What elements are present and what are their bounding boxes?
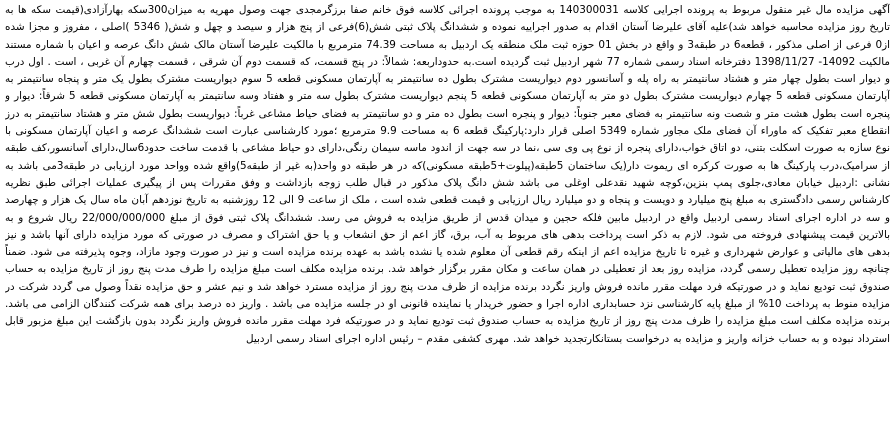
auction-notice-text: آگهی مزایده مال غیر منقول مربوط به پرونده اجرایی کلاسه 140300031 به موجب پرونده اجرائی کلاسه فوق خانم صفا برزگرمجدی جهت وصول مهریه به میزان300سکه بهارآزادی(قیمت سکه ها به تاریخ روز مزایده محاسبه خواهد شد)علیه آقای علیرضا آستان اقدام به صدور اجراییه نموده و ششدانگ پلاک ثبتی شش(6)فرعی از پنج هزار و سیصد و چهل و شش( 5346 )اصلی ، مفروز و مجزا شده از0 فرعی از اصلی مذکور ، قطعه6 در طبقه3 و واقع در بخش 01 حوزه ثبت ملک منطقه یک اردبیل به مساحت 74.39 مترمربع با مالکیت علیرضا آستان مالک شش دانگ عرصه و اعیان با شماره مستند مالکیت 14092- 1398/11/27 دفترخانه اسناد رسمی شماره 77 شهر اردبیل ثبت گردیده است.به حدوداربعه: شمالاً: در پنج قسمت، که قسمت دوم آن شرقی ، قسمت چهارم آن غربی ، است . اول درب و دیوار است بطول چهار متر و هشتاد سانتیمتر به راه پله و آسانسور دوم دیواریست مشترک بطول ده سانتیمتر به آپارتمان مسکونی قطعه 5 سوم دیواریست مشترک بطول یک متر و پنجاه سانتیمتر به آپارتمان مسکونی قطعه 5 چهارم دیواریست مشترک بطول دو متر به آپارتمان مسکونی قطعه 5 پنجم دیواریست مشترک بطول سه متر و هفتاد وسه سانتیمتر به آپارتمان مسکونی قطعه 5 شرقاً: دیوار و پنجره است بطول هشت متر و شصت ونه سانتیمتر به فضای معبر جنوباً: دیوار و پنجره است بطول ده متر و دو سانتیمتر به فضای حیاط مشاعی غرباً: دیواریست بطول شش متر و هشتاد سانتیمتر به درز انقطاع معبر تفکیک که ماوراء آن فضای ملک مجاور شماره 5349 اصلی قرار دارد:پارکینگ قطعه 6 به مساحت 9.9 مترمربع ؛مورد کارشناسی عبارت است ششدانگ عرصه و اعیان آپارتمان مسکونی با نوع سازه به صورت اسکلت بتنی، دو اتاق خواب،دارای پنجره از نوع پی وی سی ،نما در سه جهت از اندود ماسه سیمان رنگی،دارای دو حیاط مشاعی با قدمت ساخت حدود6سال،دارای آسانسور،کف طبقه از سرامیک،درب پارکینگ ها به صورت کرکره ای ریموت دار(یک ساختمان 5طبقه(پیلوت+5طبقه مسکونی)که در هر طبقه دو واحد(به غیر از طبقه5)واقع شده وواحد مورد ارزیابی در طبقه3می باشد به نشانی :اردبیل خیابان معادی،جلوی پمپ بنزین،کوچه شهید نقدعلی اوغلی می باشد شش دانگ پلاک مذکور در قبال طلب زوجه بازداشت و وفق مقررات پس از پیگیری عملیات اجرائی طبق نظریه کارشناس رسمی دادگستری به مبلغ پنج میلیارد و دویست و پنجاه و دو میلیارد ریال ارزیابی و قیمت قطعی شده است ، ملک از ساعت 9 الی 12 روزشنبه به تاریخ نوزدهم آبان ماه سال یک هزار و چهارصد و سه در اداره اجرای اسناد رسمی اردبیل واقع در اردبیل مابین فلکه حجین و میدان قدس از طریق مزایده به فروش می رسد. ششدانگ پلاک ثبتی فوق از مبلغ 22/000/000/000 ریال شروع و به بالاترین قیمت پیشنهادی فروخته می شود. لازم به ذکر است پرداخت بدهی های مربوط به آب، برق، گاز اعم از حق انشعاب و یا حق اشتراک و مصرف در صورتی که مورد مزایده دارای آنها باشد و نیز بدهی های مالیاتی و عوارض شهرداری و غیره تا تاریخ مزایده اعم از اینکه رقم قطعی آن معلوم شده یا نشده باشد به عهده برنده مزایده است و نیز در صورت وجود مازاد، وجوه پذیرفته می شود. ضمناً چنانچه روز مزایده تعطیل رسمی گردد، مزایده روز بعد از تعطیلی در همان ساعت و مکان مقرر برگزار خواهد شد. برنده مزایده مکلف است مبلغ مزایده را طرف مدت پنج روز از تاریخ مزایده به حساب صندوق ثبت تودیع نماید و در صورتیکه فرد مهلت مقرر مانده فروش واریز نگردد برنده مزایده از ظرف مدت پنج روز از مزایده مسترد خواهد شد و نیم عشر و حق مزایده نقداً وصول می گردد شرکت در مزایده منوط به پرداخت 10% از مبلغ پایه کارشناسی نزد حسابداری اداره اجرا و حضور خریدار یا نماینده قانونی او در جلسه مزایده می باشد . واریز ده درصد برای همه شرکت کنندگان الزامی می باشد. برنده مزایده مکلف است مبلغ مزایده را ظرف مدت پنج روز از تاریخ مزایده به حساب صندوق ثبت تودیع نماید و در صورتیکه فرد مهلت مقرر مانده فروش واریز نگردد بدون بازگشت این مبلغ مزبور قابل استرداد نبوده و به حساب خزانه واریز و مزایده به درخواست بستانکارتجدید خواهد شد. مهری کشفی مقدم – رئیس اداره اجرای اسناد رسمی اردبیل (5, 4, 890, 345)
auction-notice (5, 2, 890, 429)
